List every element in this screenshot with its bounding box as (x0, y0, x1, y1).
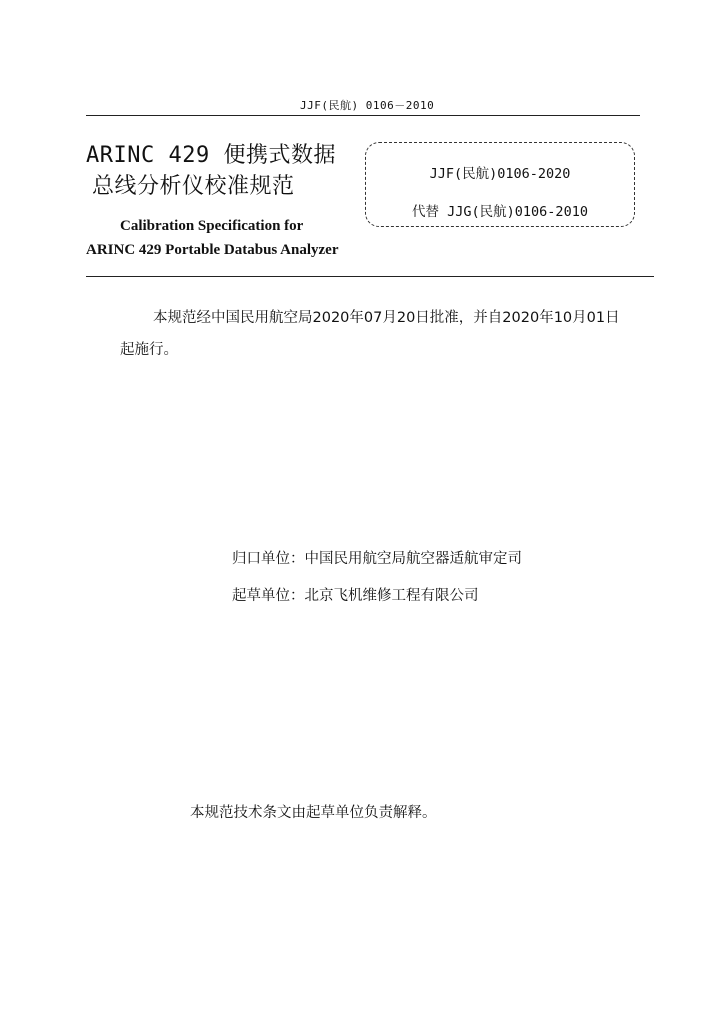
units-block (232, 541, 522, 615)
approval-line2: 起施行。 (120, 342, 178, 358)
running-header: JJF(民航) 0106－2010 (300, 99, 435, 112)
standard-code-box (365, 142, 635, 227)
title-chinese (86, 140, 336, 202)
replaces-code: 代替 JJG(民航)0106-2010 (412, 204, 588, 220)
standard-code: JJF(民航)0106-2020 (429, 166, 571, 182)
approval-line1: 本规范经中国民用航空局2020年07月20日批准，并自2020年10月01日 (153, 310, 620, 326)
interpretation-note: 本规范技术条文由起草单位负责解释。 (190, 805, 437, 821)
drafting-unit: 起草单位：北京飞机维修工程有限公司 (232, 588, 479, 604)
approval-statement (120, 302, 680, 366)
header-rule (86, 115, 640, 116)
title-rule (86, 276, 654, 277)
title-en-line1: Calibration Specification for (120, 218, 304, 234)
title-cn-line1: ARINC 429 便携式数据 (86, 143, 336, 168)
title-en-line2: ARINC 429 Portable Databus Analyzer (86, 242, 339, 258)
responsible-unit: 归口单位：中国民用航空局航空器适航审定司 (232, 551, 522, 567)
title-cn-line2: 总线分析仪校准规范 (92, 174, 295, 199)
title-english (86, 214, 339, 262)
